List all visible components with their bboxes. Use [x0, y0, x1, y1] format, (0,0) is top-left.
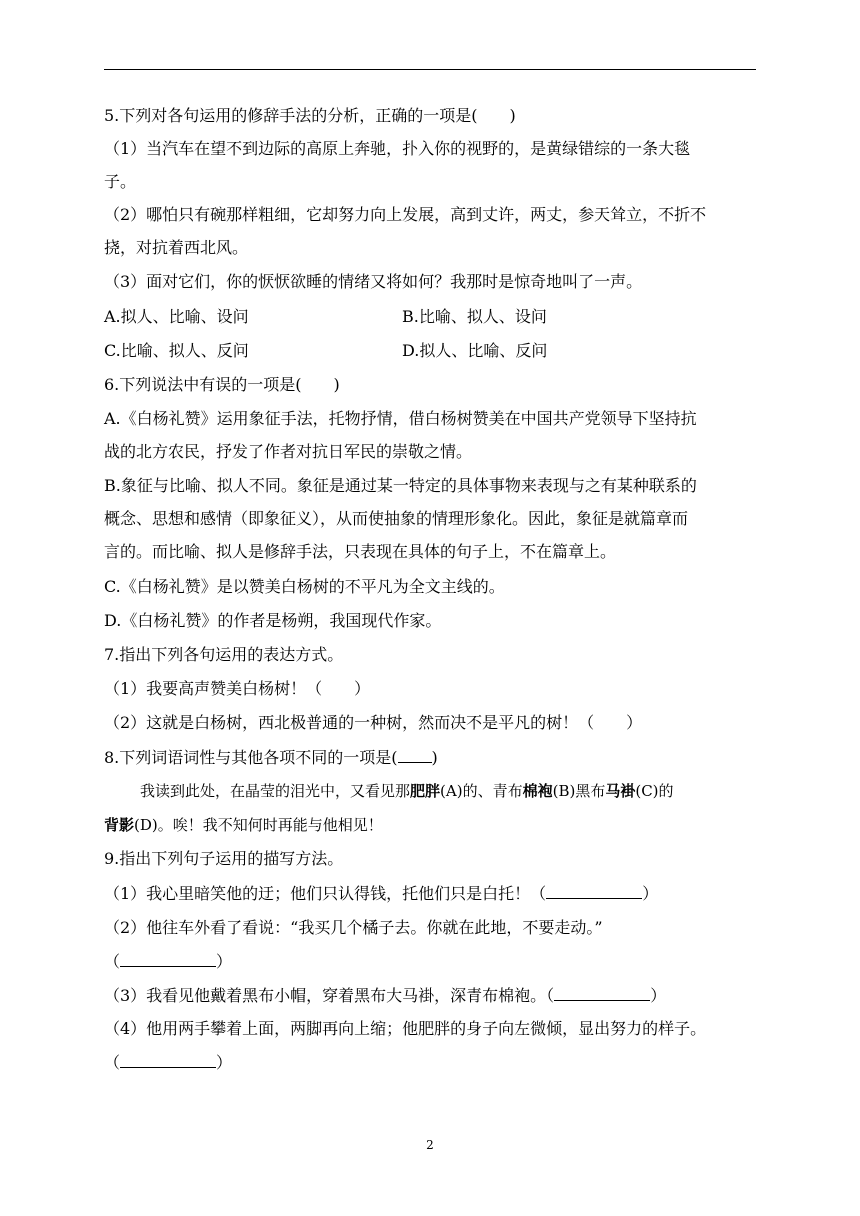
- q6-stem: 6.下列说法中有误的一项是( ): [104, 375, 340, 394]
- q7-sentence-2: （2）这就是白杨树，西北极普通的一种树，然而决不是平凡的树！（ ）: [104, 713, 643, 732]
- q9-paren-close: ）: [642, 884, 659, 903]
- q5-sentence-1-cont: 子。: [104, 172, 137, 191]
- q8-marker-c: (C)的: [635, 782, 674, 800]
- q9-paren-close: ）: [216, 1053, 233, 1072]
- q6-option-b-cont-1: 概念、思想和感情（即象征义），从而使抽象的情理形象化。因此，象征是就篇章而: [104, 509, 689, 528]
- q8-marker-a: (A)的、青布: [440, 782, 523, 800]
- q6-option-d: D.《白杨礼赞》的作者是杨朔，我国现代作家。: [104, 611, 442, 630]
- q9-sentence-1: [104, 882, 658, 905]
- header-rule: [104, 69, 756, 70]
- q9-sentence-2: （2）他往车外看了看说：“我买几个橘子去。你就在此地，不要走动。”: [104, 918, 603, 937]
- q5-option-c: C.比喻、拟人、反问: [104, 341, 249, 360]
- q9-paren-close: ）: [216, 952, 233, 971]
- q9-stem: 9.指出下列句子运用的描写方法。: [104, 849, 344, 868]
- q5-sentence-1: （1）当汽车在望不到边际的高原上奔驰，扑入你的视野的，是黄绿错综的一条大毯: [104, 139, 691, 158]
- q6-option-b-cont-2: 言的。而比喻、拟人是修辞手法，只表现在具体的句子上，不在篇章上。: [104, 542, 617, 561]
- q8-stem: [104, 746, 438, 769]
- q8-word-d: 背影: [104, 816, 135, 834]
- q8-word-c: 马褂: [605, 782, 636, 800]
- q6-option-a: A.《白杨礼赞》运用象征手法，托物抒情，借白杨树赞美在中国共产党领导下坚持抗: [104, 409, 697, 428]
- q5-option-a: A.拟人、比喻、设问: [104, 307, 249, 326]
- q5-sentence-2-cont: 挠，对抗着西北风。: [104, 238, 249, 257]
- q8-marker-b: (B)黑布: [552, 782, 606, 800]
- q9-sentence-4-answer: [104, 1051, 232, 1074]
- q9-answer-blank-4[interactable]: [120, 1051, 216, 1068]
- q8-answer-blank[interactable]: [398, 746, 432, 763]
- q7-stem: 7.指出下列各句运用的表达方式。: [104, 645, 344, 664]
- q8-word-b: 棉袍: [522, 782, 553, 800]
- q6-option-c: C.《白杨礼赞》是以赞美白杨树的不平凡为全文主线的。: [104, 577, 505, 596]
- q9-sentence-3-text: （3）我看见他戴着黑布小帽，穿着黑布大马褂，深青布棉袍。（: [104, 986, 555, 1005]
- q8-passage-line-1: [140, 780, 674, 802]
- q9-paren-open: （: [104, 952, 121, 971]
- page-number: 2: [426, 1138, 434, 1152]
- q9-paren-close: ）: [650, 986, 667, 1005]
- q9-sentence-1-text: （1）我心里暗笑他的迂；他们只认得钱，托他们只是白托！（: [104, 884, 547, 903]
- q7-sentence-1: （1）我要高声赞美白杨树！（ ）: [104, 679, 371, 698]
- q9-answer-blank-1[interactable]: [546, 882, 642, 899]
- q9-sentence-4: （4）他用两手攀着上面，两脚再向上缩；他肥胖的身子向左微倾，显出努力的样子。: [104, 1019, 707, 1038]
- q5-stem: 5.下列对各句运用的修辞手法的分析，正确的一项是( ): [104, 106, 516, 125]
- q5-sentence-2: （2）哪怕只有碗那样粗细，它却努力向上发展，高到丈许，两丈，参天耸立，不折不: [104, 205, 707, 224]
- q5-sentence-3: （3）面对它们，你的恹恹欲睡的情绪又将如何？我那时是惊奇地叫了一声。: [104, 272, 643, 291]
- q9-answer-blank-2[interactable]: [120, 950, 216, 967]
- q9-sentence-2-answer: [104, 950, 232, 973]
- q5-option-b: B.比喻、拟人、设问: [402, 307, 547, 326]
- q8-passage-text: 我读到此处，在晶莹的泪光中，又看见那: [140, 782, 411, 800]
- q8-word-a: 肥胖: [410, 782, 441, 800]
- q6-option-b: B.象征与比喻、拟人不同。象征是通过某一特定的具体事物来表现与之有某种联系的: [104, 476, 697, 495]
- q8-stem-text: 8.下列词语词性与其他各项不同的一项是(: [104, 748, 398, 767]
- q9-paren-open: （: [104, 1053, 121, 1072]
- q9-sentence-3: [104, 984, 666, 1007]
- q6-option-a-cont: 战的北方农民，抒发了作者对抗日军民的崇敬之情。: [104, 442, 473, 461]
- q8-stem-close: ): [431, 748, 438, 767]
- q8-passage-line-2: [104, 814, 383, 836]
- q8-marker-d: (D)。唉！我不知何时再能与他相见！: [134, 816, 383, 834]
- q9-answer-blank-3[interactable]: [554, 984, 650, 1001]
- q5-option-d: D.拟人、比喻、反问: [402, 341, 548, 360]
